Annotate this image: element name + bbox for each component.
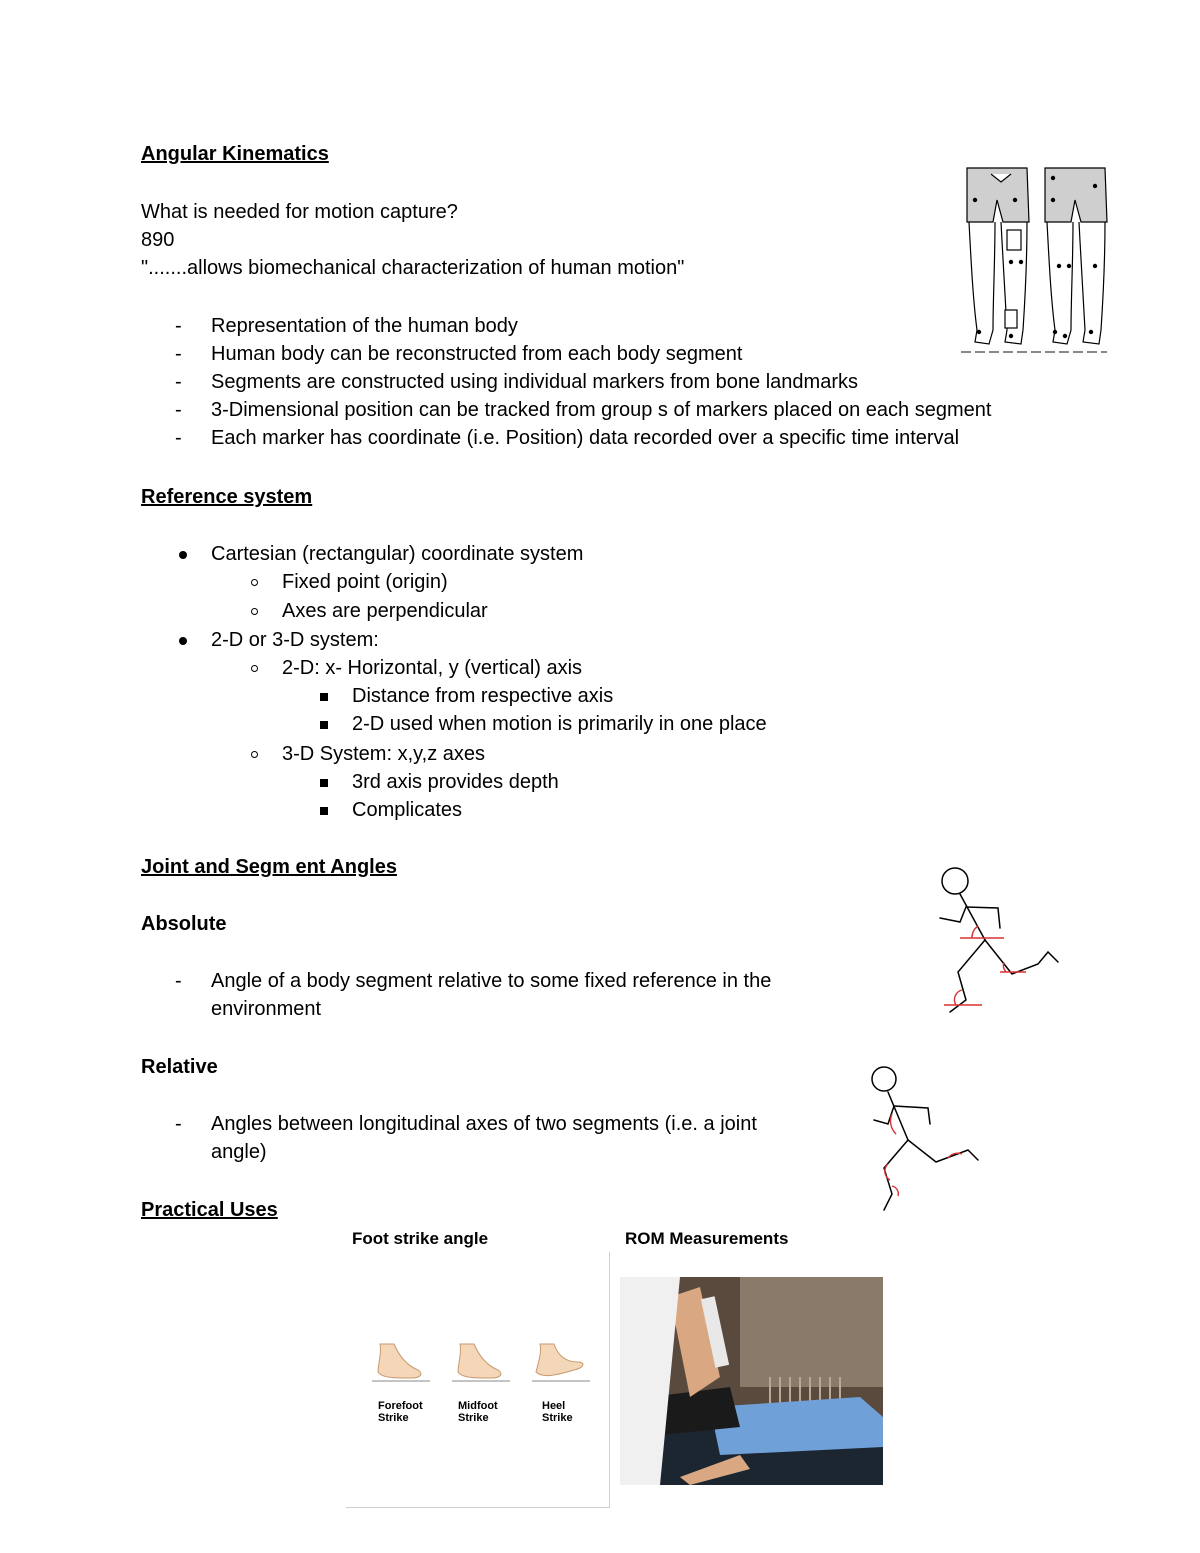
list-item-continued: environment bbox=[211, 998, 322, 1020]
rom-caption: ROM Measurements bbox=[625, 1229, 789, 1248]
dash-bullet: - bbox=[175, 315, 182, 337]
list-item: Distance from respective axis bbox=[352, 685, 614, 707]
list-item: Angle of a body segment relative to some fixed reference in the bbox=[211, 970, 772, 992]
square-bullet bbox=[320, 721, 328, 729]
relative-title: Relative bbox=[141, 1056, 218, 1078]
rom-measurement-photo bbox=[620, 1277, 883, 1485]
list-item: Angles between longitudinal axes of two segments (i.e. a joint bbox=[211, 1113, 757, 1135]
disc-bullet bbox=[179, 551, 187, 559]
absolute-title: Absolute bbox=[141, 913, 227, 935]
square-bullet bbox=[320, 779, 328, 787]
forefoot-strike-label: Forefoot Strike bbox=[378, 1400, 423, 1424]
foot-strike-panel bbox=[346, 1252, 610, 1508]
list-item: Axes are perpendicular bbox=[282, 600, 488, 622]
list-item: 2-D: x- Horizontal, y (vertical) axis bbox=[282, 657, 583, 679]
list-item: 3-Dimensional position can be tracked from group s of markers placed on each segment bbox=[211, 399, 992, 421]
dash-bullet: - bbox=[175, 427, 182, 449]
number-text: 890 bbox=[141, 229, 175, 251]
list-item: 3-D System: x,y,z axes bbox=[282, 743, 486, 765]
list-item: Complicates bbox=[352, 799, 463, 821]
list-item: Representation of the human body bbox=[211, 315, 518, 337]
relative-angle-stick-figure bbox=[862, 1062, 992, 1212]
heading-angular-kinematics: Angular Kinematics bbox=[141, 143, 329, 165]
square-bullet bbox=[320, 807, 328, 815]
heading-practical-uses: Practical Uses bbox=[141, 1199, 278, 1221]
heading-reference-system: Reference system bbox=[141, 486, 313, 508]
list-item: 2-D used when motion is primarily in one place bbox=[352, 713, 767, 735]
list-item: Fixed point (origin) bbox=[282, 571, 448, 593]
list-item: Human body can be reconstructed from each body segment bbox=[211, 343, 743, 365]
list-item: Cartesian (rectangular) coordinate system bbox=[211, 543, 584, 565]
list-item: Segments are constructed using individual markers from bone landmarks bbox=[211, 371, 858, 393]
dash-bullet: - bbox=[175, 343, 182, 365]
heel-strike-label: Heel Strike bbox=[542, 1400, 573, 1424]
list-item: 2-D or 3-D system: bbox=[211, 629, 379, 651]
circle-bullet bbox=[251, 608, 258, 615]
circle-bullet bbox=[251, 665, 258, 672]
dash-bullet: - bbox=[175, 371, 182, 393]
foot-illustrations bbox=[372, 1338, 592, 1388]
circle-bullet bbox=[251, 751, 258, 758]
dash-bullet: - bbox=[175, 970, 182, 992]
absolute-angle-stick-figure bbox=[930, 862, 1065, 1022]
square-bullet bbox=[320, 693, 328, 701]
dash-bullet: - bbox=[175, 1113, 182, 1135]
midfoot-strike-label: Midfoot Strike bbox=[458, 1400, 498, 1424]
disc-bullet bbox=[179, 637, 187, 645]
list-item-continued: angle) bbox=[211, 1141, 267, 1163]
heading-joint-segment-angles: Joint and Segm ent Angles bbox=[141, 856, 397, 878]
foot-strike-caption: Foot strike angle bbox=[352, 1229, 489, 1248]
dash-bullet: - bbox=[175, 399, 182, 421]
marker-legs-figure bbox=[955, 160, 1115, 360]
quote-text: ".......allows biomechanical characterization of human motion" bbox=[141, 257, 685, 279]
list-item: Each marker has coordinate (i.e. Position) data recorded over a specific time interval bbox=[211, 427, 960, 449]
question-text: What is needed for motion capture? bbox=[141, 201, 458, 223]
list-item: 3rd axis provides depth bbox=[352, 771, 559, 793]
circle-bullet bbox=[251, 579, 258, 586]
